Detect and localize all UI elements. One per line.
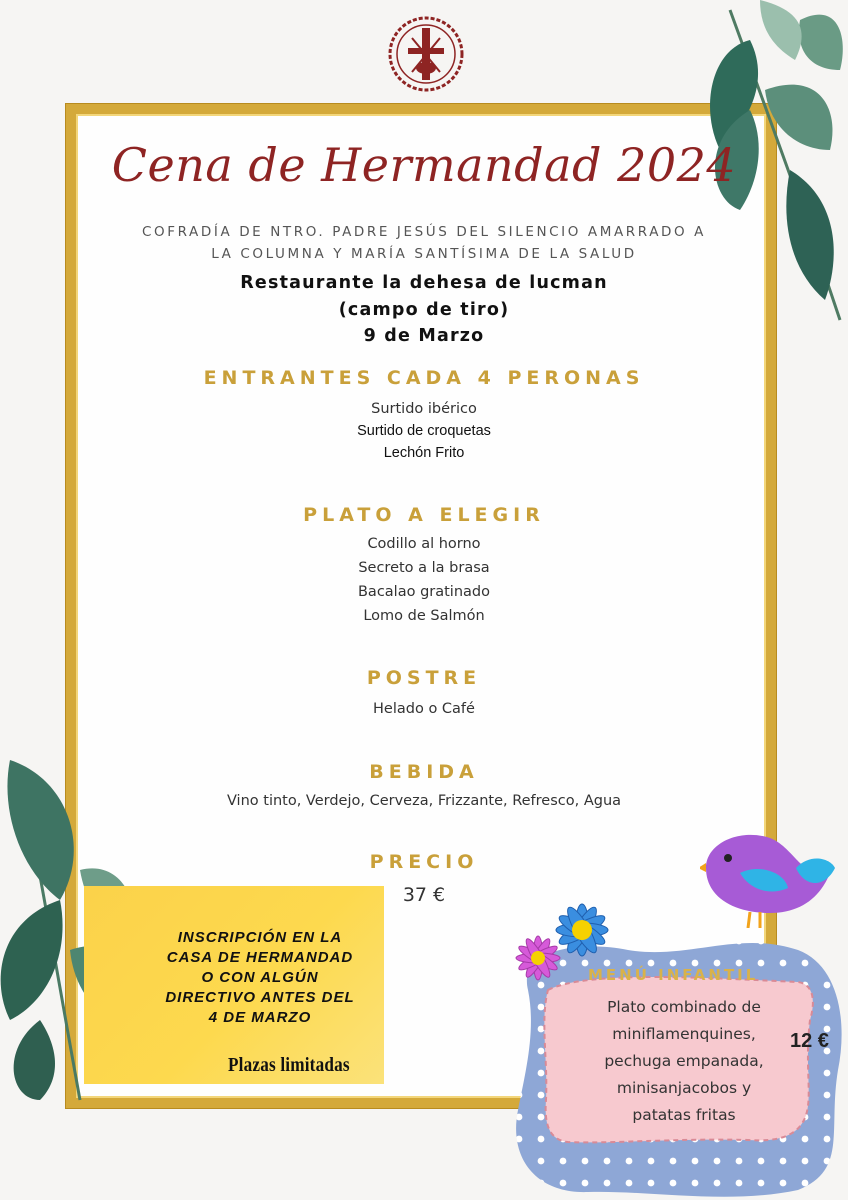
inscripcion-line: O CON ALGÚN: [201, 969, 319, 986]
menu-item-plato: Lomo de Salmón: [363, 608, 485, 624]
subtitle-line-2: LA COLUMNA Y MARÍA SANTÍSIMA DE LA SALUD: [211, 246, 637, 262]
menu-infantil-line: miniflamenquines,: [612, 1025, 756, 1043]
inscripcion-line: INSCRIPCIÓN EN LA: [177, 929, 343, 946]
inscripcion-line: 4 DE MARZO: [208, 1009, 312, 1026]
menu-item-entrante: Lechón Frito: [383, 445, 465, 461]
purple-bird-icon: [700, 828, 840, 928]
event-date: 9 de Marzo: [363, 326, 485, 346]
section-heading-bebida: BEBIDA: [369, 761, 479, 783]
menu-item-plato: Bacalao gratinado: [357, 584, 490, 600]
inscripcion-text: [140, 928, 380, 1028]
menu-infantil-line: Plato combinado de: [607, 998, 761, 1016]
menu-item-entrante: Surtido de croquetas: [357, 423, 491, 439]
menu-item-plato: Codillo al horno: [367, 536, 481, 552]
menu-infantil-line: minisanjacobos y: [616, 1079, 752, 1097]
plazas-limitadas: Plazas limitadas: [228, 1054, 350, 1076]
menu-item-postre: Helado o Café: [373, 701, 475, 717]
menu-infantil-heading: MENÚ INFANTIL: [588, 966, 759, 984]
section-heading-entrantes: ENTRANTES CADA 4 PERONAS: [203, 367, 645, 389]
inscripcion-line: DIRECTIVO ANTES DEL: [165, 989, 355, 1006]
section-heading-precio: PRECIO: [369, 851, 479, 873]
price-value: 37 €: [402, 884, 446, 906]
menu-item-entrante: Surtido ibérico: [371, 401, 477, 417]
menu-item-bebida: Vino tinto, Verdejo, Cerveza, Frizzante, Refresco, Agua: [226, 793, 622, 809]
section-heading-postre: POSTRE: [366, 667, 482, 689]
venue-detail: (campo de tiro): [338, 300, 510, 320]
menu-infantil-description: [574, 994, 794, 1129]
menu-infantil-price: 12 €: [790, 1030, 829, 1052]
cofradia-crest-logo: [382, 10, 470, 98]
venue-name: Restaurante la dehesa de lucman: [240, 273, 608, 293]
subtitle-line-1: COFRADÍA DE NTRO. PADRE JESÚS DEL SILENCIO AMARRADO A: [142, 224, 706, 240]
inscripcion-line: CASA DE HERMANDAD: [166, 949, 354, 966]
menu-item-plato: Secreto a la brasa: [358, 560, 490, 576]
cofradia-subtitle: [120, 221, 728, 265]
pink-flower-icon: [508, 928, 568, 988]
page-title: Cena de Hermandad 2024: [111, 138, 737, 192]
section-heading-plato: PLATO A ELEGIR: [303, 504, 545, 526]
menu-infantil-line: patatas fritas: [632, 1106, 736, 1124]
menu-infantil-line: pechuga empanada,: [604, 1052, 764, 1070]
